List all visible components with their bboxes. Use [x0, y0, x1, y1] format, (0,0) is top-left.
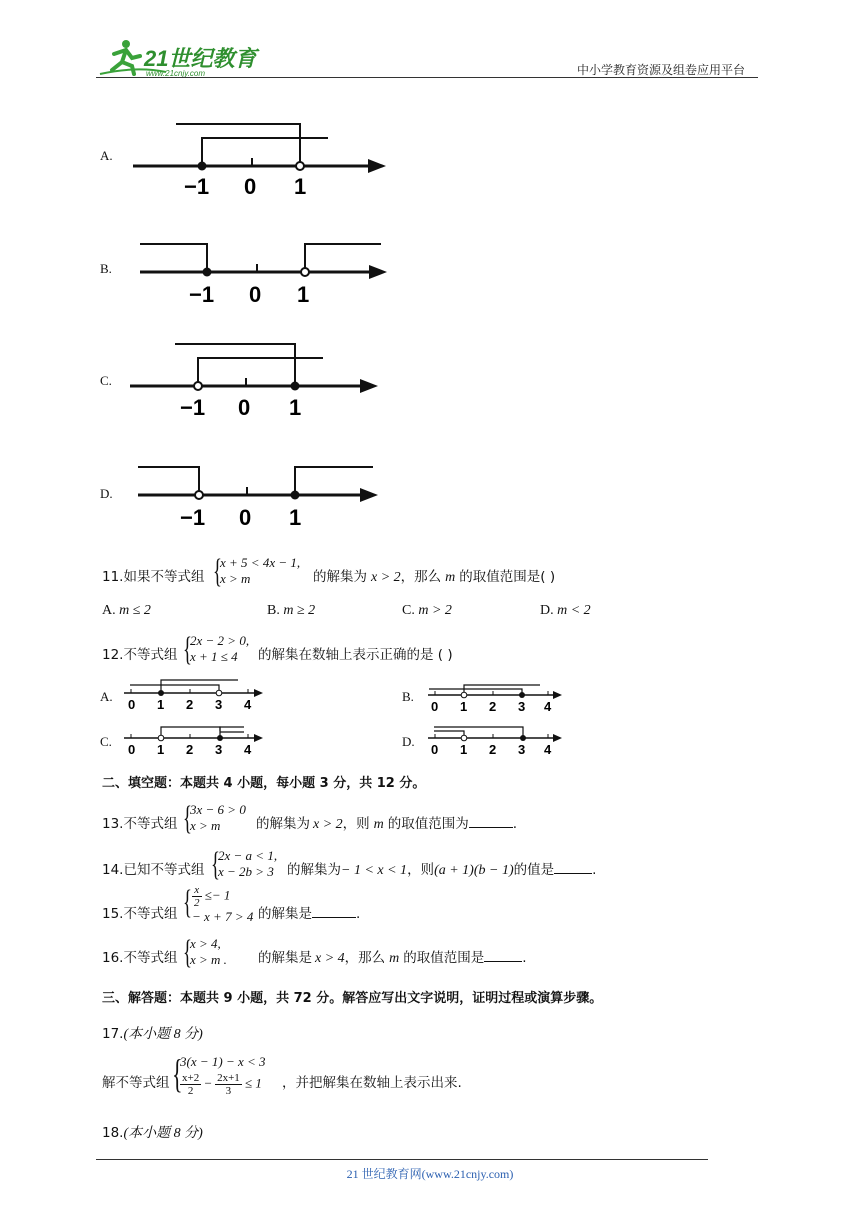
- q12-option-a-label[interactable]: A.: [100, 689, 113, 704]
- brace-icon: {: [213, 553, 222, 590]
- svg-text:4: 4: [244, 742, 252, 757]
- svg-text:4: 4: [544, 742, 552, 757]
- footer-link[interactable]: 21 世纪教育网(www.21cnjy.com): [346, 1167, 514, 1181]
- q12-system: 2x − 2 > 0, x + 1 ≤ 4: [190, 633, 250, 664]
- tick-label: 0: [249, 282, 262, 307]
- q15-answer-blank[interactable]: [312, 905, 356, 918]
- svg-text:2: 2: [186, 742, 194, 757]
- q11-choice-b[interactable]: B. m ≥ 2: [267, 603, 316, 618]
- brace-icon: {: [183, 934, 192, 971]
- q10-numberline-c: [125, 337, 385, 422]
- tick-label: −1: [189, 282, 215, 307]
- q12-tail: 的解集在数轴上表示正确的是 ( ): [258, 647, 453, 663]
- q10-numberline-a: [128, 115, 388, 200]
- q11-choice-d[interactable]: D. m < 2: [540, 603, 591, 618]
- brace-icon: {: [172, 1051, 183, 1096]
- brace-icon: {: [183, 631, 192, 668]
- tick-label: 1: [289, 505, 302, 530]
- q14-tail: 的解集为− 1 < x < 1，则(a + 1)(b − 1)的值是 .: [287, 862, 597, 878]
- tick-label: 0: [239, 505, 252, 530]
- brace-icon: {: [183, 884, 192, 921]
- platform-title: 中小学教育资源及组卷应用平台: [577, 63, 746, 77]
- q16-stem: 16.不等式组: [102, 950, 178, 966]
- svg-text:4: 4: [544, 699, 552, 714]
- q11-tail: 的解集为 x > 2，那么 m 的取值范围是( ): [313, 569, 556, 585]
- svg-text:2: 2: [489, 699, 497, 714]
- q17-stem: 解不等式组: [102, 1075, 170, 1091]
- q17-tail: ，并把解集在数轴上表示出来.: [282, 1075, 462, 1091]
- q15-system: $\frac{x}{2}$ ≤− 1 − x + 7 > 4: [192, 884, 254, 924]
- logo-url: www.21cnjy.com: [146, 69, 205, 78]
- q15-tail: 的解集是 .: [258, 906, 361, 922]
- q11-system: x + 5 < 4x − 1, x > m: [220, 555, 301, 586]
- q12-option-c-label[interactable]: C.: [100, 734, 112, 749]
- q10-numberline-d: [133, 455, 393, 535]
- svg-text:1: 1: [460, 699, 468, 714]
- q13-tail: 的解集为 x > 2，则 m 的取值范围为 .: [256, 816, 518, 832]
- q17-heading: 17.(本小题 8 分): [102, 1026, 203, 1042]
- q13-system: 3x − 6 > 0 x > m: [190, 802, 246, 833]
- brace-icon: {: [183, 800, 192, 837]
- svg-text:0: 0: [431, 699, 439, 714]
- q14-stem: 14.已知不等式组: [102, 862, 205, 878]
- tick-label: −1: [180, 395, 206, 420]
- svg-text:2: 2: [489, 742, 497, 757]
- q13-answer-blank[interactable]: [469, 815, 513, 828]
- section-heading-fill-in: 二、填空题：本题共 4 小题，每小题 3 分，共 12 分。: [102, 776, 426, 791]
- tick-label: −1: [180, 505, 206, 530]
- svg-text:4: 4: [244, 697, 252, 712]
- q10-option-d-label[interactable]: D.: [100, 486, 113, 501]
- svg-text:2: 2: [186, 697, 194, 712]
- q11-choice-a[interactable]: A. m ≤ 2: [102, 603, 151, 618]
- q16-answer-blank[interactable]: [484, 949, 522, 962]
- brace-icon: {: [211, 846, 220, 883]
- header-divider: [96, 77, 758, 78]
- q11-stem: 11.如果不等式组: [102, 569, 205, 585]
- svg-text:0: 0: [431, 742, 439, 757]
- q10-option-b-label[interactable]: B.: [100, 261, 112, 276]
- section-heading-solutions: 三、解答题：本题共 9 小题，共 72 分。解答应写出文字说明，证明过程或演算步骤。: [102, 991, 603, 1006]
- svg-text:3: 3: [215, 697, 223, 712]
- svg-text:1: 1: [157, 697, 165, 712]
- q16-tail: 的解集是 x > 4，那么 m 的取值范围是 .: [258, 950, 527, 966]
- tick-label: 0: [238, 395, 251, 420]
- svg-text:3: 3: [518, 742, 526, 757]
- q12-stem: 12.不等式组: [102, 647, 178, 663]
- svg-text:0: 0: [128, 742, 136, 757]
- q17-system: 3(x − 1) − x < 3 $\frac{x+2}{2}$ − $\frac{2x+1}{3}$ ≤ 1: [180, 1054, 266, 1097]
- tick-label: −1: [184, 174, 210, 199]
- q13-stem: 13.不等式组: [102, 816, 178, 832]
- tick-label: 1: [297, 282, 310, 307]
- q14-system: 2x − a < 1, x − 2b > 3: [218, 848, 278, 879]
- q12-option-b-label[interactable]: B.: [402, 689, 414, 704]
- q10-option-c-label[interactable]: C.: [100, 373, 112, 388]
- q12-numberline-c: [120, 721, 270, 757]
- q10-numberline-b: [135, 230, 395, 310]
- tick-label: 0: [244, 174, 257, 199]
- tick-label: 1: [294, 174, 307, 199]
- q12-numberline-a: [120, 676, 270, 712]
- logo: [96, 36, 266, 80]
- q16-system: x > 4, x > m .: [190, 936, 227, 967]
- tick-label: 1: [289, 395, 302, 420]
- q12-numberline-d: [424, 721, 574, 757]
- q12-numberline-b: [424, 678, 574, 714]
- svg-text:0: 0: [128, 697, 136, 712]
- q18-heading: 18.(本小题 8 分): [102, 1125, 203, 1141]
- q11-choice-c[interactable]: C. m > 2: [402, 603, 452, 618]
- q15-stem: 15.不等式组: [102, 906, 178, 922]
- svg-text:1: 1: [460, 742, 468, 757]
- q10-option-a-label[interactable]: A.: [100, 148, 113, 163]
- svg-text:1: 1: [157, 742, 165, 757]
- logo-text: 21世纪教育: [144, 46, 257, 71]
- q12-option-d-label[interactable]: D.: [402, 734, 415, 749]
- svg-text:3: 3: [518, 699, 526, 714]
- q14-answer-blank[interactable]: [554, 861, 592, 874]
- logo-runner-icon: [96, 36, 266, 80]
- footer-divider: [96, 1159, 708, 1160]
- svg-text:3: 3: [215, 742, 223, 757]
